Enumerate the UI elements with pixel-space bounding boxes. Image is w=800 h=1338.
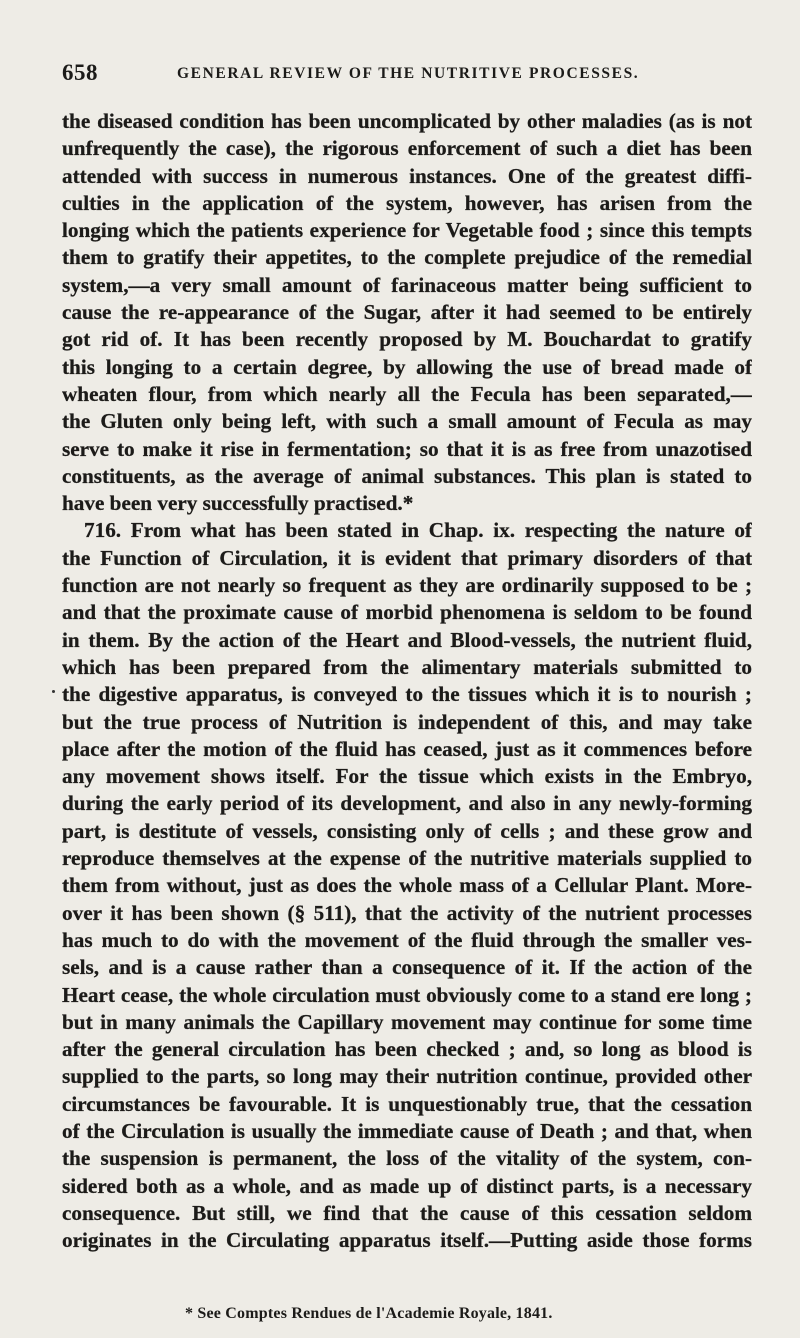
- text-line: after the general circulation has been checked ; and, so long as blood is: [62, 1037, 752, 1062]
- text-line: consequence. But still, we find that the cause of this cessation seldom: [62, 1200, 752, 1225]
- footnote: * See Comptes Rendues de l'Academie Royale, 1841.: [185, 1305, 553, 1322]
- text-line: got rid of. It has been recently proposed by M. Bouchardat to gratify: [62, 327, 752, 352]
- text-line: Heart cease, the whole circulation must obviously come to a stand ere long ;: [62, 982, 752, 1007]
- text-line: have been very successfully practised.*: [62, 491, 414, 516]
- text-line: the suspension is permanent, the loss of the vitality of the system, con-: [62, 1146, 752, 1171]
- text-line: the Function of Circulation, it is evident that primary disorders of that: [62, 545, 752, 570]
- text-line: which has been prepared from the alimentary materials submitted to: [62, 654, 752, 679]
- text-line: part, is destitute of vessels, consisting only of cells ; and these grow and: [62, 818, 752, 843]
- text-line: system,—a very small amount of farinaceous matter being sufficient to: [62, 272, 752, 297]
- page-header: [62, 60, 752, 90]
- text-line: cause the re-appearance of the Sugar, after it had seemed to be entirely: [62, 300, 752, 325]
- text-line: circumstances be favourable. It is unquestionably true, that the cessation: [62, 1091, 752, 1116]
- text-line: the Gluten only being left, with such a small amount of Fecula as may: [62, 409, 752, 434]
- text-line: sels, and is a cause rather than a consequence of it. If the action of the: [62, 955, 752, 980]
- text-line: supplied to the parts, so long may their nutrition continue, provided other: [62, 1064, 752, 1089]
- text-line: during the early period of its development, and also in any newly-forming: [62, 791, 752, 816]
- text-line: but in many animals the Capillary movement may continue for some time: [62, 1009, 752, 1034]
- text-line: reproduce themselves at the expense of the nutritive materials supplied to: [62, 846, 752, 871]
- text-line: the diseased condition has been uncomplicated by other maladies (as is not: [62, 109, 752, 133]
- text-line: wheaten flour, from which nearly all the Fecula has been separated,—: [62, 381, 752, 406]
- text-line: has much to do with the movement of the fluid through the smaller ves-: [62, 927, 752, 952]
- running-title: GENERAL REVIEW OF THE NUTRITIVE PROCESSES.: [177, 65, 640, 82]
- text-line: them from without, just as does the whole mass of a Cellular Plant. More-: [62, 873, 752, 898]
- paragraph-716-start: 716. From what has been stated in Chap. ix. respecting the nature of: [84, 518, 752, 543]
- text-line: serve to make it rise in fermentation; so that it is as free from unazotised: [62, 436, 752, 461]
- text-line: unfrequently the case), the rigorous enforcement of such a diet has been: [62, 136, 752, 161]
- text-line: sidered both as a whole, and as made up of distinct parts, is a necessary: [62, 1173, 752, 1198]
- text-line: of the Circulation is usually the immediate cause of Death ; and that, when: [62, 1118, 752, 1143]
- text-line: and that the proximate cause of morbid phenomena is seldom to be found: [62, 600, 752, 625]
- text-line: longing which the patients experience for Vegetable food ; since this tempts: [62, 218, 752, 243]
- text-line: function are not nearly so frequent as they are ordinarily supposed to be ;: [62, 573, 752, 598]
- text-line: in them. By the action of the Heart and Blood-vessels, the nutrient fluid,: [62, 627, 752, 652]
- text-line: attended with success in numerous instances. One of the greatest diffi-: [62, 163, 752, 188]
- text-line: constituents, as the average of animal substances. This plan is stated to: [62, 463, 752, 488]
- text-line: originates in the Circulating apparatus itself.—Putting aside those forms: [62, 1228, 752, 1253]
- text-line: them to gratify their appetites, to the complete prejudice of the remedial: [62, 245, 752, 270]
- text-line: culties in the application of the system, however, has arisen from the: [62, 190, 752, 215]
- text-line: this longing to a certain degree, by allowing the use of bread made of: [62, 354, 752, 379]
- margin-mark: [52, 690, 55, 693]
- text-line: place after the motion of the fluid has ceased, just as it commences before: [62, 736, 752, 761]
- text-line: but the true process of Nutrition is independent of this, and may take: [62, 709, 752, 734]
- text-line: any movement shows itself. For the tissue which exists in the Embryo,: [62, 764, 752, 789]
- text-line: over it has been shown (§ 511), that the activity of the nutrient processes: [62, 900, 752, 925]
- page-number: 658: [62, 60, 98, 85]
- text-line: the digestive apparatus, is conveyed to the tissues which it is to nourish ;: [62, 682, 752, 707]
- body-text: [62, 108, 752, 1254]
